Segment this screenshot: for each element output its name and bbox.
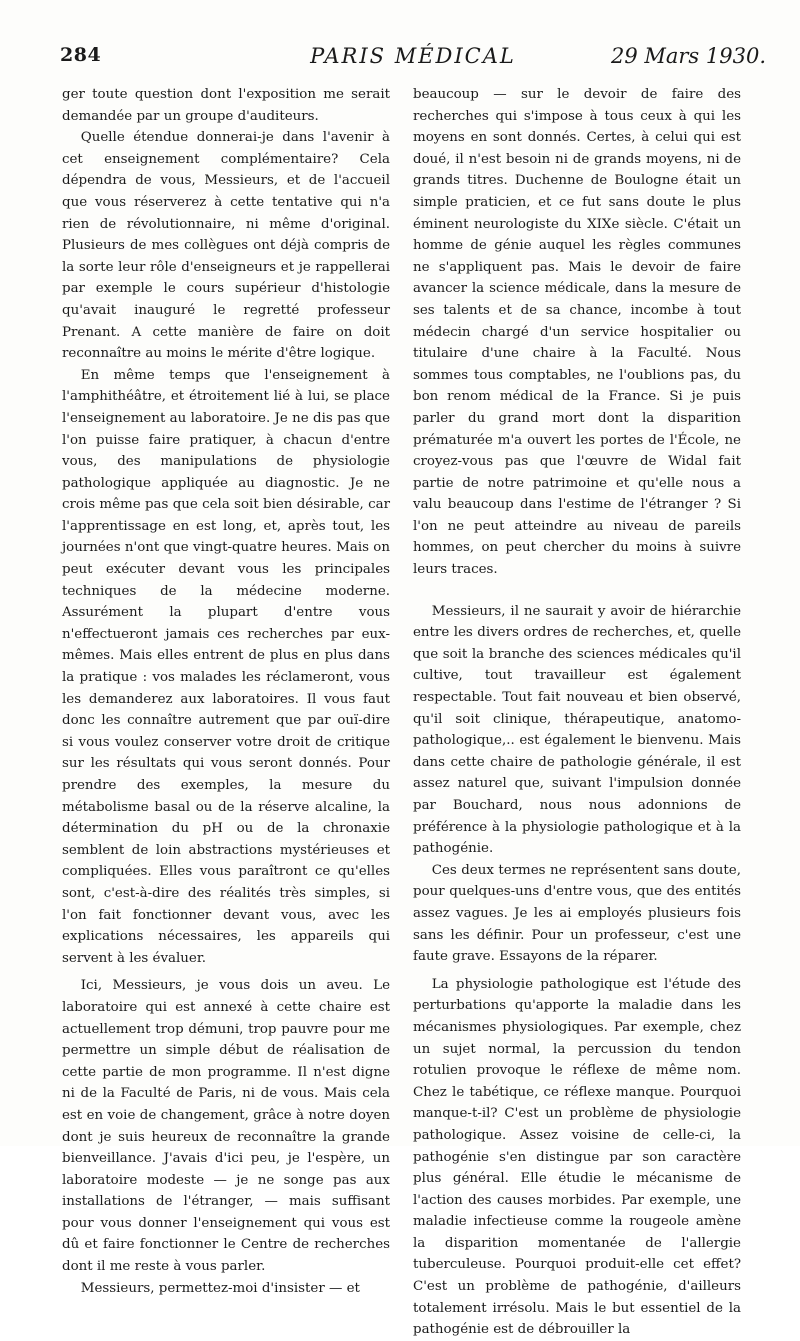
paragraph: La physiologie pathologique est l'étude des perturbations qu'apporte la maladie dans les mécanismes physiologiques. Par exemple, chez un sujet normal, la percussion du tendon rotulien provoque le réflexe de même nom. Chez le tabétique, ce réflexe manque. Pourquoi manque-t-il? C'est un problème de physiologie pathologique. Assez voisine de celle-ci, la pathogénie s'en distingue par son caractère plus général. Elle étudie le mécanisme de l'action des causes morbides. Par exemple, une maladie infectieuse comme la rougeole amène la disparition momentanée de l'allergie tuberculeuse. Pourquoi produit-elle cet effet? C'est un problème de pathogénie, d'ailleurs totalement irrésolu. Mais le but essentiel de la pathogénie est de débrouiller la <box>413 976 741 1338</box>
paragraph: Ici, Messieurs, je vous dois un aveu. Le laboratoire qui est annexé à cette chaire est actuellement trop démuni, trop pauvre pour me permettre un simple début de réalisation de cette partie de mon programme. Il n'est digne ni de la Faculté de Paris, ni de vous. Mais cela est en voie de changement, grâce à notre doyen dont je suis heureux de reconnaître la grande bienveillance. J'avais d'ici peu, je l'espère, un laboratoire modeste — je ne songe pas aux installations de l'étranger, — mais suffisant pour vous donner l'enseignement qui vous est dû et faire fonctionner le Centre de recherches dont il me reste à vous parler. <box>62 978 390 1275</box>
paragraph: beaucoup — sur le devoir de faire des recherches qui s'impose à tous ceux à qui les moyens en sont donnés. Certes, à celui qui est doué, il n'est besoin ni de grands moyens, ni de grands titres. Duchenne de Boulogne était un simple praticien, et ce fut sans doute le plus éminent neurologiste du XIXe siècle. C'était un homme de génie auquel les règles communes ne s'appliquent pas. Mais le devoir de faire avancer la science médicale, dans la mesure de ses talents et de sa chance, incombe à tout médecin chargé d'un service hospitalier ou titulaire d'une chaire à la Faculté. Nous sommes tous comptables, ne l'oublions pas, du bon renom médical de la France. Si je puis parler du grand mort dont la disparition prématurée m'a ouvert les portes de l'École, ne croyez-vous pas que l'œuvre de Widal fait partie de notre patrimoine et qu'elle nous a valu beaucoup dans l'estime de l'étranger ? Si l'on ne peut atteindre au niveau de pareils hommes, on peut chercher du moins à suivre leurs traces. <box>413 87 741 578</box>
paragraph: Ces deux termes ne représentent sans doute, pour quelques-uns d'entre vous, que des entités assez vagues. Je les ai employés plusieurs fois sans les définir. Pour un professeur, c'est une faute grave. Essayons de la réparer. <box>413 862 741 965</box>
left-column <box>62 84 390 1299</box>
issue-date: 29 Mars 1930. <box>610 44 766 68</box>
right-column <box>413 84 741 1341</box>
paragraph: ger toute question dont l'exposition me serait demandée par un groupe d'auditeurs. <box>62 87 390 124</box>
paragraph: Messieurs, permettez-moi d'insister — et <box>80 1280 360 1296</box>
paragraph: Messieurs, il ne saurait y avoir de hiérarchie entre les divers ordres de recherches, et, quelle que soit la branche des sciences médicales qu'il cultive, tout travailleur est également respectable. Tout fait nouveau et bien observé, qu'il soit clinique, thérapeutique, anatomo-pathologique,.. est également le bienvenu. Mais dans cette chaire de pathologie générale, il est assez naturel que, suivant l'impulsion donnée par Bouchard, nous nous adonnions de préférence à la physiologie pathologique et à la pathogénie. <box>413 603 741 857</box>
paragraph: Quelle étendue donnerai-je dans l'avenir à cet enseignement complémentaire? Cela dépendra de vous, Messieurs, et de l'accueil que vous réserverez à cette tentative qui n'a rien de révolutionnaire, ni même d'original. Plusieurs de mes collègues ont déjà compris de la sorte leur rôle d'enseigneurs et je rappellerai par exemple le cours supérieur d'histologie qu'avait inauguré le regretté professeur Prenant. A cette manière de faire on doit reconnaître au moins le mérite d'être logique. <box>62 130 390 362</box>
page-number: 284 <box>60 44 102 66</box>
paragraph: En même temps que l'enseignement à l'amphithéâtre, et étroitement lié à lui, se place l'enseignement au laboratoire. Je ne dis pas que l'on puisse faire pratiquer, à chacun d'entre vous, des manipulations de physiologie pathologique appliquée au diagnostic. Je ne crois même pas que cela soit bien désirable, car l'apprentissage en est long, et, après tout, les journées n'ont que vingt-quatre heures. Mais on peut exécuter devant vous les principales techniques de la médecine moderne. Assurément la plupart d'entre vous n'effectueront jamais ces recherches par eux-mêmes. Mais elles entrent de plus en plus dans la pratique : vos malades les réclameront, vous les demanderez aux laboratoires. Il vous faut donc les connaître autrement que par ouï-dire si vous voulez conserver votre droit de critique sur les résultats qui vous seront donnés. Pour prendre des exemples, la mesure du métabolisme basal ou de la réserve alcaline, la détermination du pH ou de la chronaxie semblent de loin abstractions mystérieuses et compliquées. Elles vous paraîtront ce qu'elles sont, c'est-à-dire des réalités très simples, si l'on fait fonctionner devant vous, avec les explications nécessaires, les appareils qui servent à les évaluer. <box>62 367 390 966</box>
journal-title: PARIS MÉDICAL <box>310 44 516 68</box>
page-header <box>60 44 766 84</box>
